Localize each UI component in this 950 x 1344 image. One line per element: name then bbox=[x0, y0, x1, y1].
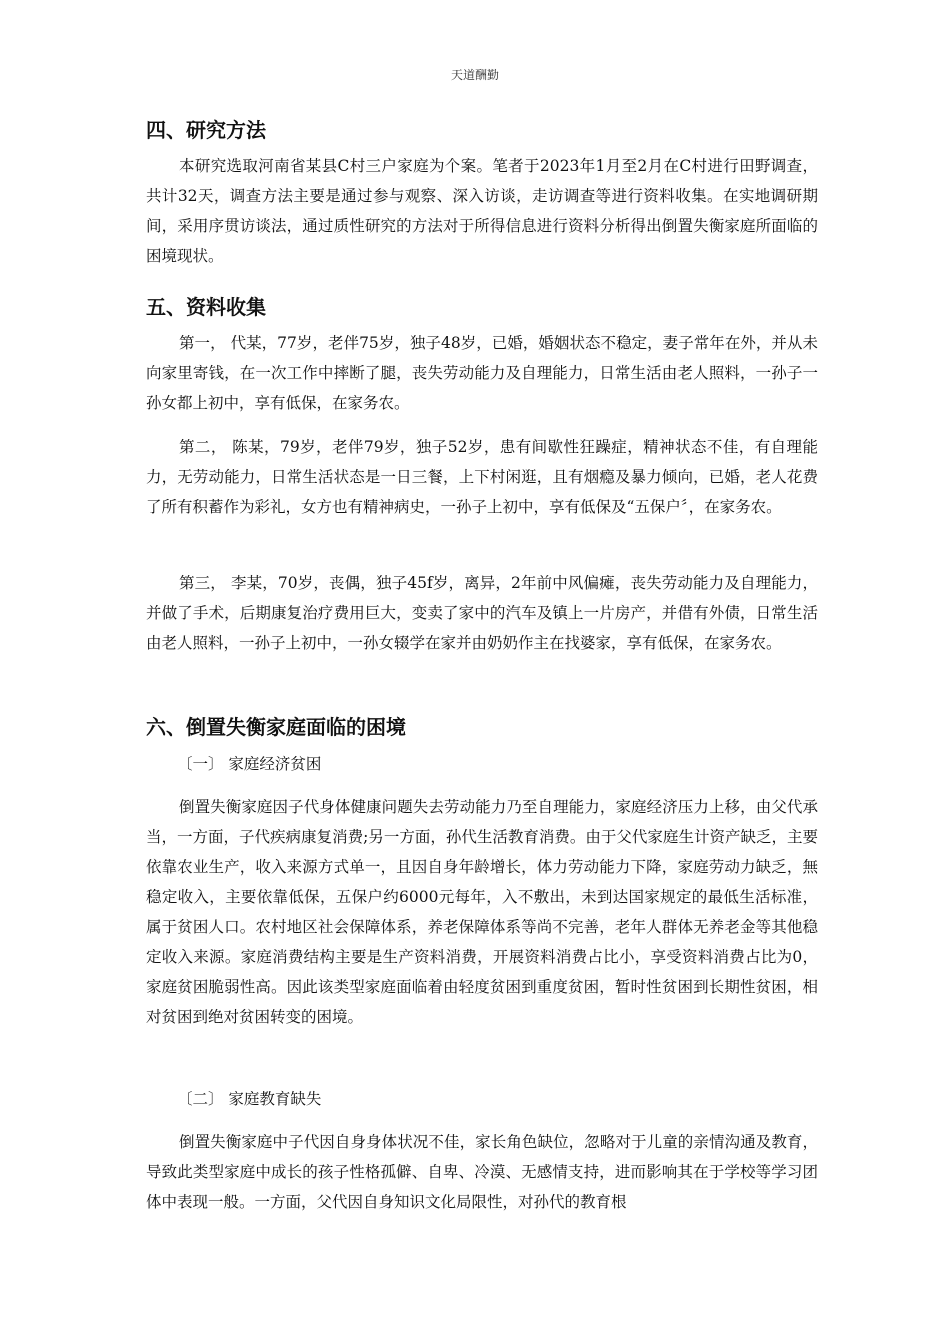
subsection-2-heading: 〔二〕 家庭教育缺失 bbox=[177, 1090, 322, 1108]
case-2-paragraph: 第二， 陈某，79岁，老伴79岁，独子52岁，患有间歇性狂躁症，精神状态不佳，有自理能力，无劳动能力，日常生活状态是一日三餐，上下村闲逛，且有烟瘾及暴力倾向，已婚，老人花费了所有积蓄作为彩礼，女方也有精神病史，一孙子上初中，享有低保及“五保户〞，在家务农。 bbox=[146, 438, 818, 516]
subsection-1-heading: 〔一〕 家庭经济贫困 bbox=[177, 755, 322, 773]
page-header: 天道酬勤 bbox=[450, 68, 499, 82]
subsection-2-paragraph: 倒置失衡家庭中子代因自身身体状况不佳，家长角色缺位，忽略对于儿童的亲情沟通及教育，导致此类型家庭中成长的孩子性格孤僻、自卑、冷漠、无感情支持，进而影响其在于学校等学习团体中表现一般。一方面，父代因自身知识文化局限性，对孙代的教育根 bbox=[146, 1133, 818, 1211]
section-6-heading: 六、倒置失衡家庭面临的困境 bbox=[146, 715, 406, 739]
case-3-paragraph: 第三， 李某，70岁，丧偶，独子45f岁，离异，2年前中风偏瘫，丧失劳动能力及自理能力，并做了手术，后期康复治疗费用巨大，变卖了家中的汽车及镇上一片房产，并借有外债，日常生活由老人照料，一孙子上初中，一孙女辍学在家并由奶奶作主在找婆家，享有低保，在家务农。 bbox=[146, 574, 818, 652]
section-4-heading: 四、研究方法 bbox=[146, 118, 266, 142]
subsection-1-paragraph: 倒置失衡家庭因子代身体健康问题失去劳动能力乃至自理能力，家庭经济压力上移，由父代承当，一方面，子代疾病康复消费;另一方面，孙代生活教育消费。由于父代家庭生计资产缺乏，主要依靠农业生产，收入来源方式单一，且因自身年龄增长，体力劳动能力下降，家庭劳动力缺乏，無稳定收入，主要依靠低保，五保户约6000元每年，入不敷出，未到达国家规定的最低生活标准，属于贫困人口。农村地区社会保障体系，养老保障体系等尚不完善，老年人群体无养老金等其他稳定收入来源。家庭消费结构主要是生产资料消费，开展资料消费占比小，享受资料消费占比为0，家庭贫困脆弱性高。因此该类型家庭面临着由轻度贫困到重度贫困，暂时性贫困到长期性贫困，相对贫困到绝对贫困转变的困境。 bbox=[146, 798, 818, 1026]
section-4-paragraph: 本研究选取河南省某县C村三户家庭为个案。笔者于2023年1月至2月在C村进行田野调查，共计32天，调查方法主要是通过参与观察、深入访谈，走访调查等进行资料收集。在实地调研期间，采用序贯访谈法，通过质性研究的方法对于所得信息进行资料分析得出倒置失衡家庭所面临的困境现状。 bbox=[146, 157, 818, 265]
case-1-paragraph: 第一， 代某，77岁，老伴75岁，独子48岁，已婚，婚姻状态不稳定，妻子常年在外，并从未向家里寄钱，在一次工作中摔断了腿，丧失劳动能力及自理能力，日常生活由老人照料，一孙子一孙女都上初中，享有低保，在家务农。 bbox=[146, 334, 818, 412]
section-5-heading: 五、资料收集 bbox=[146, 295, 266, 319]
